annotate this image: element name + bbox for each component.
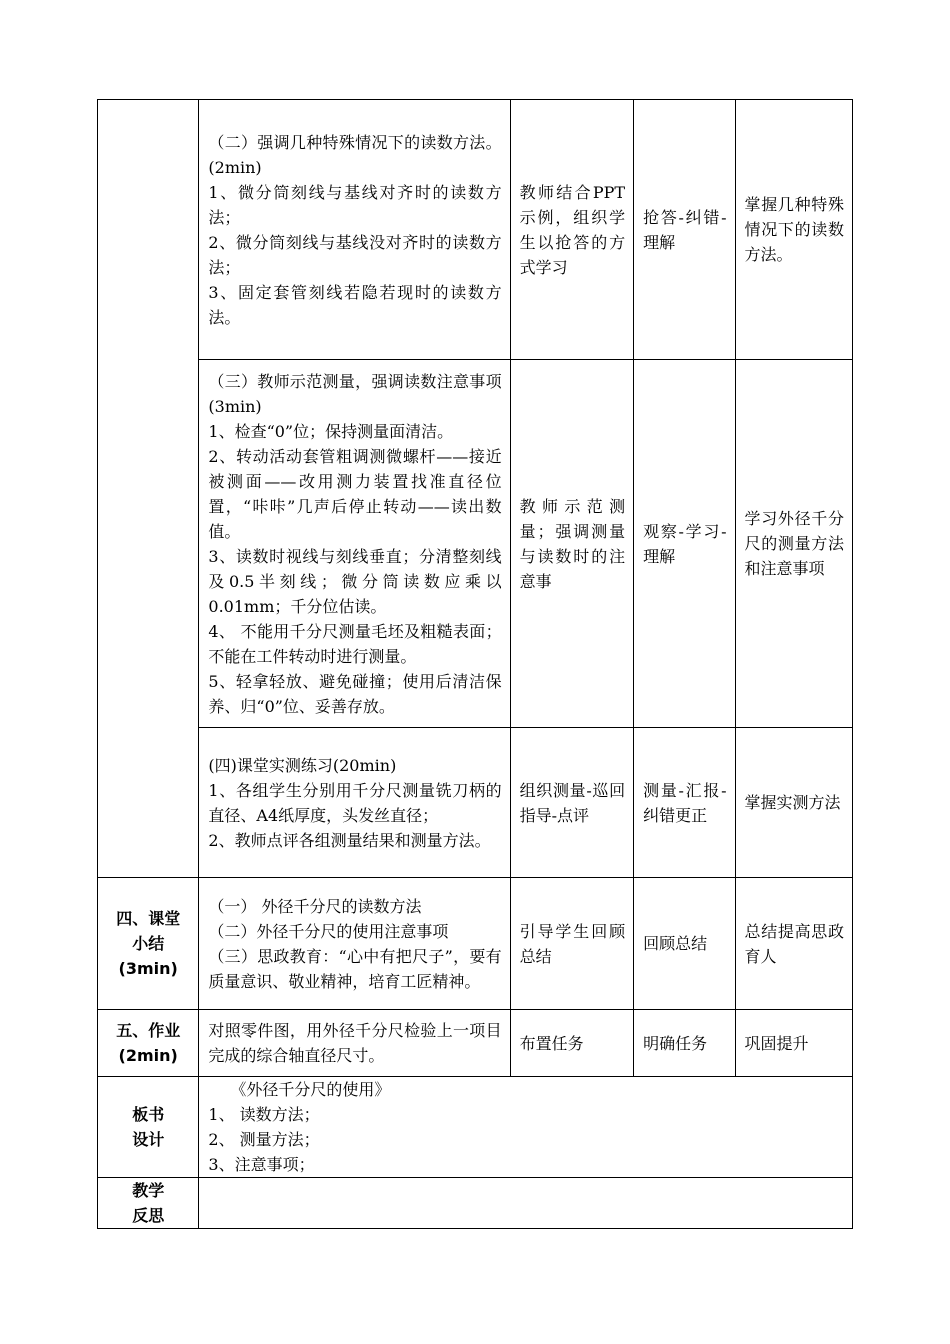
content-cell <box>199 100 510 360</box>
design-intent: 巩固提升 <box>744 1033 809 1053</box>
board-content-cell <box>199 1077 853 1178</box>
teacher-activity: 布置任务 <box>519 1033 584 1053</box>
content-cell <box>199 1010 510 1077</box>
teacher-activity-cell <box>510 360 633 728</box>
content-cell <box>199 728 510 878</box>
student-activity-cell <box>634 360 735 728</box>
content-line: 3、读数时视线与刻线垂直；分清整刻线及0.5半刻线；微分筒读数应乘以0.01mm；千分位估读。 <box>208 546 502 616</box>
design-intent-cell <box>735 1010 853 1077</box>
content-line: 3、固定套管刻线若隐若现时的读数方法。 <box>208 282 502 327</box>
design-intent-cell <box>735 100 853 360</box>
section-label-reflection <box>98 1178 199 1229</box>
board-line: 3、注意事项； <box>208 1155 315 1174</box>
section-label-line: 四、课堂 <box>116 909 181 928</box>
content-line: 2、微分筒刻线与基线没对齐时的读数方法； <box>208 232 502 277</box>
student-activity: 观察-学习-理解 <box>643 521 727 566</box>
teacher-activity: 引导学生回顾总结 <box>519 921 626 966</box>
teacher-activity-cell <box>510 878 633 1010</box>
design-intent-cell <box>735 728 853 878</box>
teacher-activity: 组织测量-巡回指导-点评 <box>519 780 626 825</box>
board-design-row <box>98 1077 853 1178</box>
teacher-activity: 教师结合PPT示例，组织学生以抢答的方式学习 <box>519 182 626 277</box>
design-intent-cell <box>735 878 853 1010</box>
homework-row <box>98 1010 853 1077</box>
content-line: 1、微分筒刻线与基线对齐时的读数方法； <box>208 182 502 227</box>
content-line: 5、轻拿轻放、避免碰撞；使用后清洁保养、归“0”位、妥善存放。 <box>208 671 502 716</box>
student-activity: 测量-汇报-纠错更正 <box>643 780 727 825</box>
table-row <box>98 728 853 878</box>
content-line: 4、 不能用千分尺测量毛坯及粗糙表面；不能在工件转动时进行测量。 <box>208 621 502 666</box>
student-activity-cell <box>634 100 735 360</box>
teacher-activity-cell <box>510 728 633 878</box>
student-activity: 抢答-纠错-理解 <box>643 207 727 252</box>
reflection-row <box>98 1178 853 1229</box>
content-line: （一） 外径千分尺的读数方法 <box>208 896 422 916</box>
board-line: 2、 测量方法； <box>208 1130 320 1149</box>
section-cell-empty <box>98 100 199 878</box>
teacher-activity-cell <box>510 100 633 360</box>
student-activity: 回顾总结 <box>643 934 708 953</box>
design-intent-cell <box>735 360 853 728</box>
table-row <box>98 100 853 360</box>
content-cell <box>199 878 510 1010</box>
section-label-line: (3min) <box>118 959 178 978</box>
design-intent: 掌握几种特殊情况下的读数方法。 <box>744 195 844 264</box>
reflection-content-cell <box>199 1178 853 1229</box>
homework-content: 对照零件图，用外径千分尺检验上一项目完成的综合轴直径尺寸。 <box>208 1021 502 1065</box>
content-line: （三）教师示范测量，强调读数注意事项(3min) <box>208 371 502 416</box>
content-line: 2、转动活动套管粗调测微螺杆——接近被测面——改用测力装置找准直径位置，“咔咔”几声后停止转动——读出数值。 <box>208 446 502 541</box>
teacher-activity-cell <box>510 1010 633 1077</box>
content-line: 1、检查“0”位；保持测量面清洁。 <box>208 421 454 441</box>
section-label-summary <box>98 878 199 1010</box>
content-line: （二）强调几种特殊情况下的读数方法。(2min) <box>208 132 502 177</box>
student-activity: 明确任务 <box>643 1033 708 1053</box>
content-line: (四)课堂实测练习(20min) <box>208 755 397 775</box>
section-label-homework <box>98 1010 199 1077</box>
content-line: 2、教师点评各组测量结果和测量方法。 <box>208 830 491 850</box>
design-intent: 学习外径千分尺的测量方法和注意事项 <box>744 509 844 578</box>
section-label-line: (2min) <box>118 1046 178 1065</box>
section-label-line: 板书 <box>132 1105 165 1124</box>
teacher-activity: 教师示范测量；强调测量与读数时的注意事 <box>519 496 626 591</box>
content-cell <box>199 360 510 728</box>
student-activity-cell <box>634 728 735 878</box>
design-intent: 掌握实测方法 <box>744 793 841 812</box>
board-line: 1、 读数方法； <box>208 1105 320 1124</box>
section-label-board <box>98 1077 199 1178</box>
content-line: 1、各组学生分别用千分尺测量铣刀柄的直径、A4纸厚度，头发丝直径； <box>208 780 502 825</box>
section-label-line: 教学 <box>132 1181 165 1200</box>
summary-row <box>98 878 853 1010</box>
content-line: （二）外径千分尺的使用注意事项 <box>208 921 449 941</box>
table-row <box>98 360 853 728</box>
content-line: （三）思政教育：“心中有把尺子”，要有质量意识、敬业精神，培育工匠精神。 <box>208 946 502 991</box>
board-title: 《外径千分尺的使用》 <box>230 1080 391 1099</box>
lesson-plan-table <box>97 99 853 1229</box>
design-intent: 总结提高思政育人 <box>744 921 844 966</box>
section-label-line: 五、作业 <box>116 1021 181 1040</box>
student-activity-cell <box>634 878 735 1010</box>
section-label-line: 小结 <box>132 934 165 953</box>
section-label-line: 设计 <box>132 1130 165 1149</box>
section-label-line: 反思 <box>132 1206 165 1225</box>
student-activity-cell <box>634 1010 735 1077</box>
